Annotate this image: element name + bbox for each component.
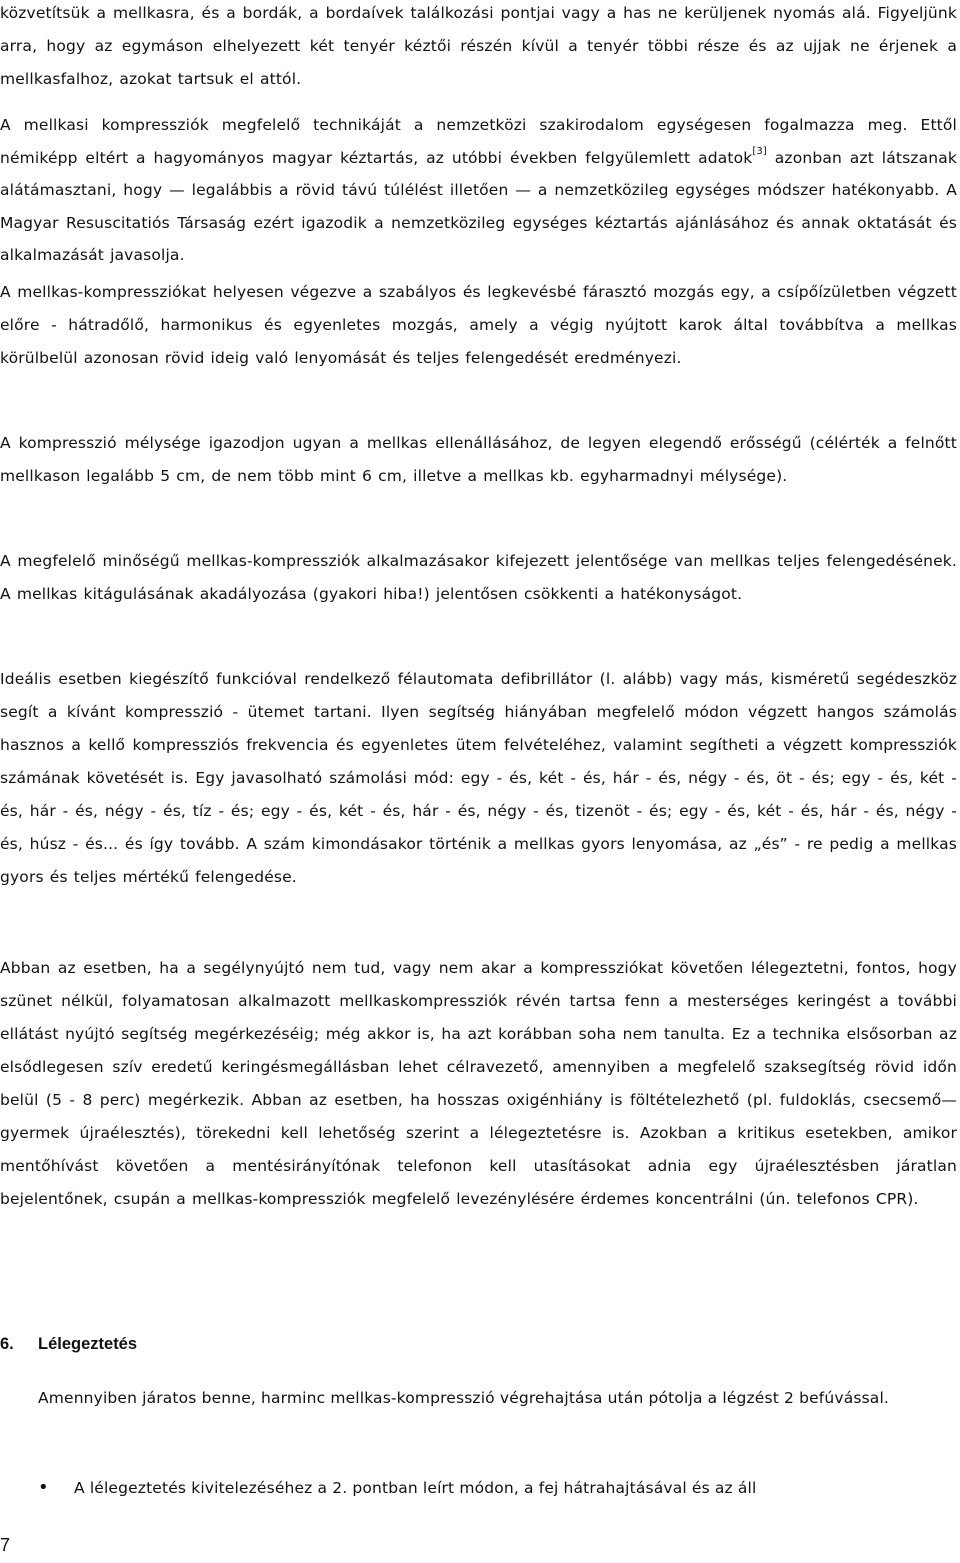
paragraph-depth: A kompresszió mélysége igazodjon ugyan a mellkas ellenállásához, de legyen elegendő erősségű (célérték a felnőtt mellkason legalább 5 cm, de nem több mint 6 cm, illetve a mellkas kb. egyharmadnyi mélysége). bbox=[0, 434, 957, 485]
page-number: 7 bbox=[0, 1535, 11, 1555]
paragraph-technique-text-b: azonban azt látszanak alátámasztani, hogy — legalábbis a rövid távú túlélést illetően — a nemzetközileg egységes módszer hatékonyabb. A Magyar Resuscitatiós Társaság ezért igazodik a nemzetközileg egységes kéztartás ajánlásához és annak oktatását és alkalmazását javasolja. bbox=[0, 148, 957, 264]
paragraph-compression-only: Abban az esetben, ha a segélynyújtó nem tud, vagy nem akar a kompressziókat követően lélegeztetni, fontos, hogy szünet nélkül, folyamatosan alkalmazott mellkaskompressziók révén tartsa fenn a mesterséges keringést a további ellátást nyújtó segítség megérkezéséig; még akkor is, ha azt korábban soha nem tanulta. Ez a technika elsősorban az elsődlegesen szív eredetű keringésmegállásban lehet célravezető, amennyiben a megfelelő szaksegítség rövid időn belül (5 - 8 perc) megérkezik. Abban az esetben, ha hosszas oxigénhiány is föltételezhető (pl. fuldoklás, csecsemő—gyermek újraélesztés), törekedni kell lehetőség szerint a lélegeztetésre is. Azokban a kritikus esetekben, amikor mentőhívást követően a mentésirányítónak telefonon kell utasításokat adnia egy újraélesztésben járatlan bejelentőnek, csupán a mellkas-kompressziók megfelelő levezénylésére érdemes koncentrálni (ún. telefonos CPR). bbox=[0, 959, 957, 1208]
bullet-icon: • bbox=[38, 1477, 49, 1498]
paragraph-counting: Ideális esetben kiegészítő funkcióval rendelkező félautomata defibrillátor (l. alább) vagy más, kisméretű segédeszköz segít a kívánt kompresszió - ütemet tartani. Ilyen segítség hiányában megfelelő módon végzett hangos számolás hasznos a kellő kompressziós frekvencia és egyenletes ütem felvételéhez, valamint segítheti a végzett kompressziók számának követését is. Egy javasolható számolási mód: egy - és, két - és, hár - és, négy - és, öt - és; egy - és, két - és, hár - és, négy - és, tíz - és; egy - és, két - és, hár - és, négy - és, tizenöt - és; egy - és, két - és, hár - és, négy - és, húsz - és... és így tovább. A szám kimondásakor történik a mellkas gyors lenyomása, az „és” - re pedig a mellkas gyors és teljes mértékű felengedése. bbox=[0, 670, 957, 886]
paragraph-technique-text-a: A mellkasi kompressziók megfelelő technikáját a nemzetközi szakirodalom egységesen fogalmazza meg. Ettől némiképp eltért a hagyományos magyar kéztartás, az utóbbi években felgyülemlett adatok bbox=[0, 116, 957, 167]
paragraph-technique bbox=[0, 109, 957, 272]
section-text: Amennyiben járatos benne, harminc mellkas-kompresszió végrehajtása után pótolja a légzést 2 befúvással. bbox=[38, 1389, 889, 1407]
list-item-text: A lélegeztetés kivitelezéséhez a 2. pontban leírt módon, a fej hátrahajtásával és az áll bbox=[74, 1479, 757, 1497]
paragraph-recoil: A megfelelő minőségű mellkas-kompressziók alkalmazásakor kifejezett jelentősége van mellkas teljes felengedésének. A mellkas kitágulásának akadályozása (gyakori hiba!) jelentősen csökkenti a hatékonyságot. bbox=[0, 552, 957, 603]
section-number: 6. bbox=[0, 1335, 14, 1353]
paragraph-movement: A mellkas-kompressziókat helyesen végezve a szabályos és legkevésbé fárasztó mozgás egy, a csípőízületben végzett előre - hátradőlő, harmonikus és egyenletes mozgás, amely a végig nyújtott karok által továbbítva a mellkas körülbelül azonosan rövid ideig való lenyomását és teljes felengedését eredményezi. bbox=[0, 283, 957, 367]
reference-marker: [3] bbox=[752, 146, 767, 158]
section-heading bbox=[0, 1331, 137, 1357]
list-item bbox=[38, 1472, 756, 1504]
paragraph-hand-placement: közvetítsük a mellkasra, és a bordák, a bordaívek találkozási pontjai vagy a has ne kerüljenek nyomás alá. Figyeljünk arra, hogy az egymáson elhelyezett két tenyér kéztői részén kívül a tenyér többi része és az ujjak ne érjenek a mellkasfalhoz, azokat tartsuk el attól. bbox=[0, 4, 957, 88]
section-title: Lélegeztetés bbox=[38, 1335, 138, 1353]
